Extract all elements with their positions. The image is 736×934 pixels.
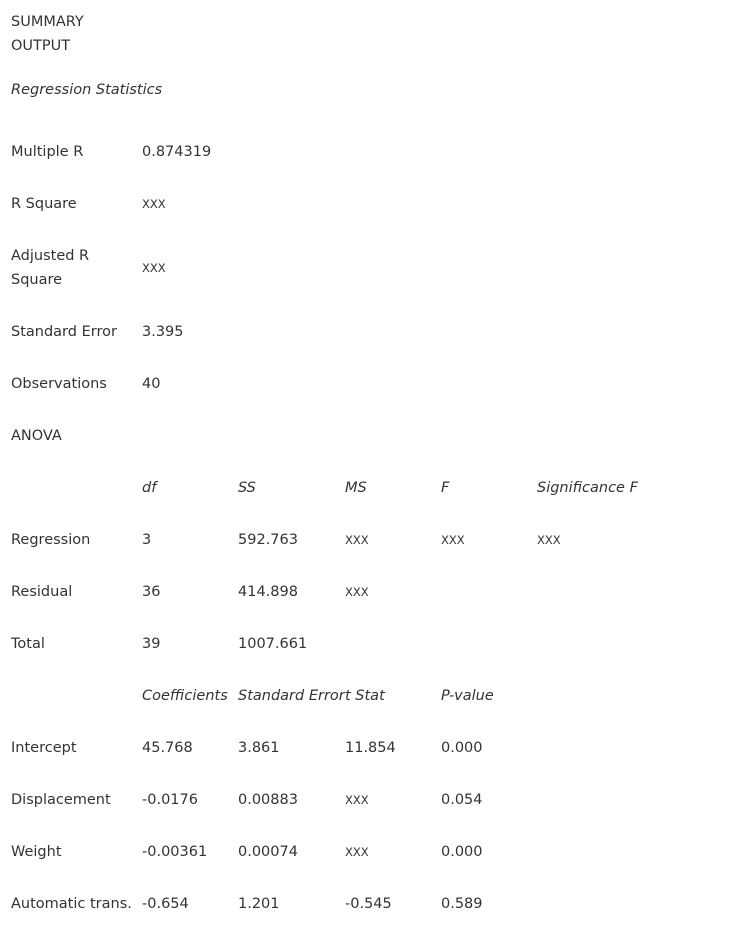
coef-p-value: 0.054 bbox=[441, 792, 483, 808]
coef-t-stat: 11.854 bbox=[345, 740, 396, 756]
anova-ms: XXX bbox=[345, 533, 369, 547]
coef-row-label: Intercept bbox=[11, 740, 77, 756]
regstats-value: 0.874319 bbox=[142, 144, 212, 160]
coef-row bbox=[11, 722, 727, 774]
regstats-row bbox=[11, 358, 727, 410]
anova-significance-f: XXX bbox=[537, 533, 561, 547]
regstats-value: XXX bbox=[142, 197, 166, 211]
regstats-label: Observations bbox=[11, 376, 107, 392]
anova-ms: XXX bbox=[345, 585, 369, 599]
coef-standard-error: 0.00074 bbox=[238, 844, 298, 860]
anova-row-label: Total bbox=[11, 636, 45, 652]
coef-header-p-value: P-value bbox=[441, 688, 494, 704]
anova-row-label: Residual bbox=[11, 584, 73, 600]
anova-ss: 1007.661 bbox=[238, 636, 308, 652]
results-table bbox=[11, 78, 727, 930]
coef-header-standard-error: Standard Error bbox=[238, 688, 345, 704]
coef-header-coefficients: Coefficients bbox=[142, 688, 228, 704]
coef-t-stat: XXX bbox=[345, 793, 369, 807]
regstats-label: R Square bbox=[11, 196, 77, 212]
regstats-heading: Regression Statistics bbox=[11, 82, 163, 98]
anova-ss: 414.898 bbox=[238, 584, 298, 600]
anova-heading-row bbox=[11, 410, 727, 462]
anova-header-df: df bbox=[142, 480, 157, 496]
anova-df: 39 bbox=[142, 636, 161, 652]
coef-row-label: Automatic trans. bbox=[11, 896, 132, 912]
coef-row-label: Displacement bbox=[11, 792, 111, 808]
regression-output bbox=[11, 10, 731, 930]
coef-row bbox=[11, 878, 727, 930]
regstats-value: 40 bbox=[142, 376, 161, 392]
anova-heading: ANOVA bbox=[11, 428, 62, 444]
coef-standard-error: 1.201 bbox=[238, 896, 280, 912]
anova-f: XXX bbox=[441, 533, 465, 547]
anova-header-ms: MS bbox=[345, 480, 367, 496]
regstats-heading-row bbox=[11, 78, 727, 126]
coef-value: -0.0176 bbox=[142, 792, 198, 808]
anova-row bbox=[11, 618, 727, 670]
regstats-row bbox=[11, 178, 727, 230]
coef-p-value: 0.000 bbox=[441, 740, 483, 756]
regstats-label: Multiple R bbox=[11, 144, 84, 160]
summary-title-line2: OUTPUT bbox=[11, 38, 71, 54]
anova-row bbox=[11, 514, 727, 566]
summary-title bbox=[11, 10, 731, 58]
coef-row-label: Weight bbox=[11, 844, 62, 860]
coef-standard-error: 0.00883 bbox=[238, 792, 298, 808]
coef-value: -0.654 bbox=[142, 896, 189, 912]
coef-p-value: 0.589 bbox=[441, 896, 483, 912]
anova-header-ss: SS bbox=[238, 480, 256, 496]
anova-ss: 592.763 bbox=[238, 532, 298, 548]
summary-title-line1: SUMMARY bbox=[11, 14, 84, 30]
regstats-value: XXX bbox=[142, 261, 166, 275]
coef-t-stat: -0.545 bbox=[345, 896, 392, 912]
regstats-label-line2: Square bbox=[11, 272, 63, 288]
coef-header-row bbox=[11, 670, 727, 722]
regstats-label-line1: Adjusted R bbox=[11, 248, 90, 264]
regstats-label bbox=[11, 230, 142, 306]
coef-value: 45.768 bbox=[142, 740, 193, 756]
anova-header-row bbox=[11, 462, 727, 514]
anova-row-label: Regression bbox=[11, 532, 91, 548]
coef-row bbox=[11, 774, 727, 826]
coef-value: -0.00361 bbox=[142, 844, 208, 860]
coef-t-stat: XXX bbox=[345, 845, 369, 859]
anova-df: 36 bbox=[142, 584, 161, 600]
regstats-value: 3.395 bbox=[142, 324, 184, 340]
anova-df: 3 bbox=[142, 532, 152, 548]
coef-row bbox=[11, 826, 727, 878]
coef-header-t-stat: t Stat bbox=[345, 688, 385, 704]
anova-header-significance-f: Significance F bbox=[537, 480, 638, 496]
regstats-row bbox=[11, 230, 727, 306]
regstats-label: Standard Error bbox=[11, 324, 117, 340]
coef-standard-error: 3.861 bbox=[238, 740, 280, 756]
anova-row bbox=[11, 566, 727, 618]
regstats-row bbox=[11, 126, 727, 178]
anova-header-f: F bbox=[441, 480, 450, 496]
regstats-row bbox=[11, 306, 727, 358]
coef-p-value: 0.000 bbox=[441, 844, 483, 860]
